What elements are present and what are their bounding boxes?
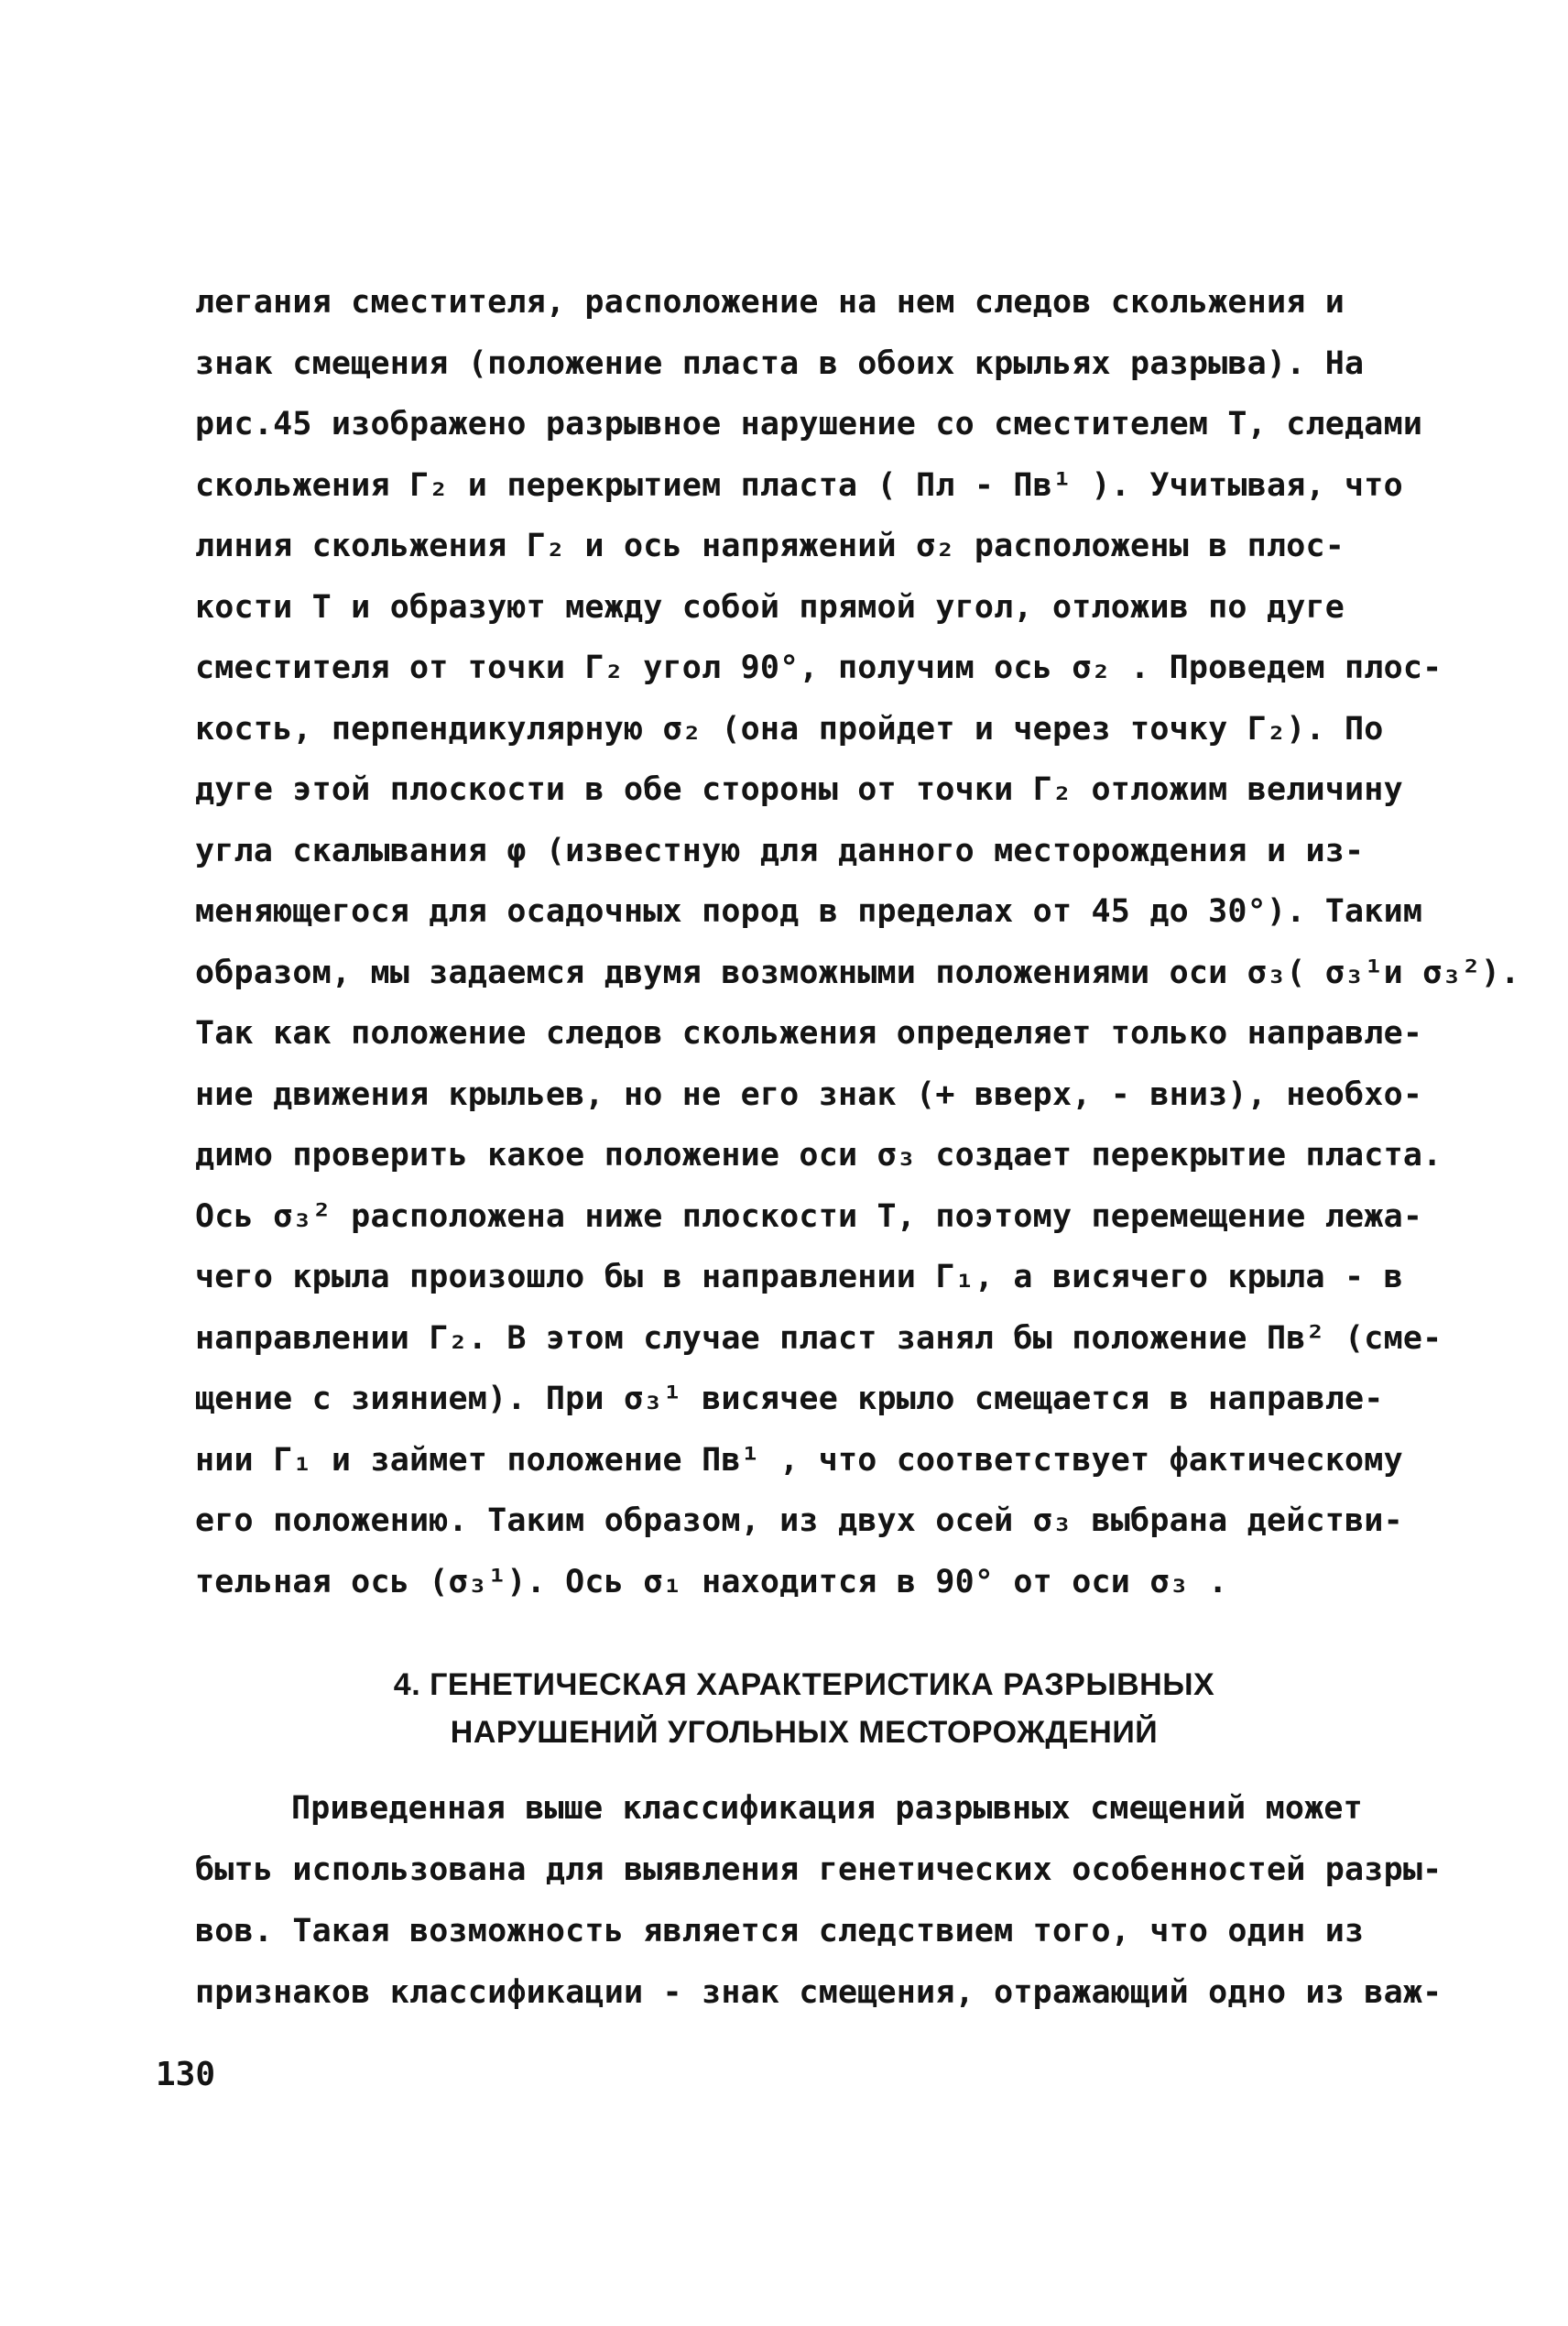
text-line: образом, мы задаемся двумя возможными положениями оси σ₃( σ₃¹и σ₃²). — [195, 954, 1520, 991]
text-line: Приведенная выше классификация разрывных смещений может — [291, 1790, 1363, 1827]
text-line: направлении Г₂. В этом случае пласт занял бы положение Пв² (сме- — [195, 1319, 1443, 1357]
text-line: Ось σ₃² расположена ниже плоскости Т, поэтому перемещение лежа- — [195, 1197, 1423, 1235]
text-line: легания сместителя, расположение на нем следов скольжения и — [195, 284, 1345, 321]
text-line: признаков классификации - знак смещения, отражающий одно из важ- — [195, 1974, 1443, 2011]
text-line: кость, перпендикулярную σ₂ (она пройдет и через точку Г₂). По — [195, 710, 1384, 748]
text-line: вов. Такая возможность является следствием того, что один из — [195, 1913, 1365, 1949]
section-heading-line-1: 4. ГЕНЕТИЧЕСКАЯ ХАРАКТЕРИСТИКА РАЗРЫВНЫХ — [393, 1667, 1215, 1702]
text-line: Так как положение следов скольжения определяет только направле- — [195, 1015, 1423, 1052]
text-line: рис.45 изображено разрывное нарушение со сместителем Т, следами — [195, 406, 1423, 442]
text-line: нии Г₁ и займет положение Пв¹ , что соответствует фактическому — [195, 1441, 1403, 1479]
page-number: 130 — [156, 2056, 216, 2093]
text-line: сместителя от точки Г₂ угол 90°, получим ось σ₂ . Проведем плос- — [195, 650, 1443, 686]
text-line: щение с зиянием). При σ₃¹ висячее крыло смещается в направле- — [195, 1381, 1384, 1417]
text-line: линия скольжения Г₂ и ось напряжений σ₂ расположены в плос- — [195, 528, 1345, 564]
text-line: чего крыла произошло бы в направлении Г₁, а висячего крыла - в — [195, 1259, 1403, 1295]
text-line: кости Т и образуют между собой прямой угол, отложив по дуге — [195, 588, 1345, 626]
section-heading-line-2: НАРУШЕНИЙ УГОЛЬНЫХ МЕСТОРОЖДЕНИЙ — [450, 1715, 1159, 1750]
text-line: ние движения крыльев, но не его знак (+ вверх, - вниз), необхо- — [195, 1076, 1423, 1113]
text-line: димо проверить какое положение оси σ₃ создает перекрытие пласта. — [195, 1137, 1443, 1174]
text-line: его положению. Таким образом, из двух осей σ₃ выбрана действи- — [195, 1502, 1403, 1539]
text-line: тельная ось (σ₃¹). Ось σ₁ находится в 90° от оси σ₃ . — [195, 1563, 1228, 1600]
text-line: быть использована для выявления генетических особенностей разры- — [195, 1851, 1443, 1888]
text-line: скольжения Г₂ и перекрытием пласта ( Пл - Пв¹ ). Учитывая, что — [195, 466, 1403, 504]
text-line: угла скалывания φ (известную для данного месторождения и из- — [195, 832, 1365, 869]
text-line: дуге этой плоскости в обе стороны от точки Г₂ отложим величину — [195, 771, 1403, 808]
text-line: знак смещения (положение пласта в обоих крыльях разрыва). На — [195, 344, 1365, 382]
text-line: меняющегося для осадочных пород в пределах от 45 до 30°). Таким — [195, 893, 1423, 930]
